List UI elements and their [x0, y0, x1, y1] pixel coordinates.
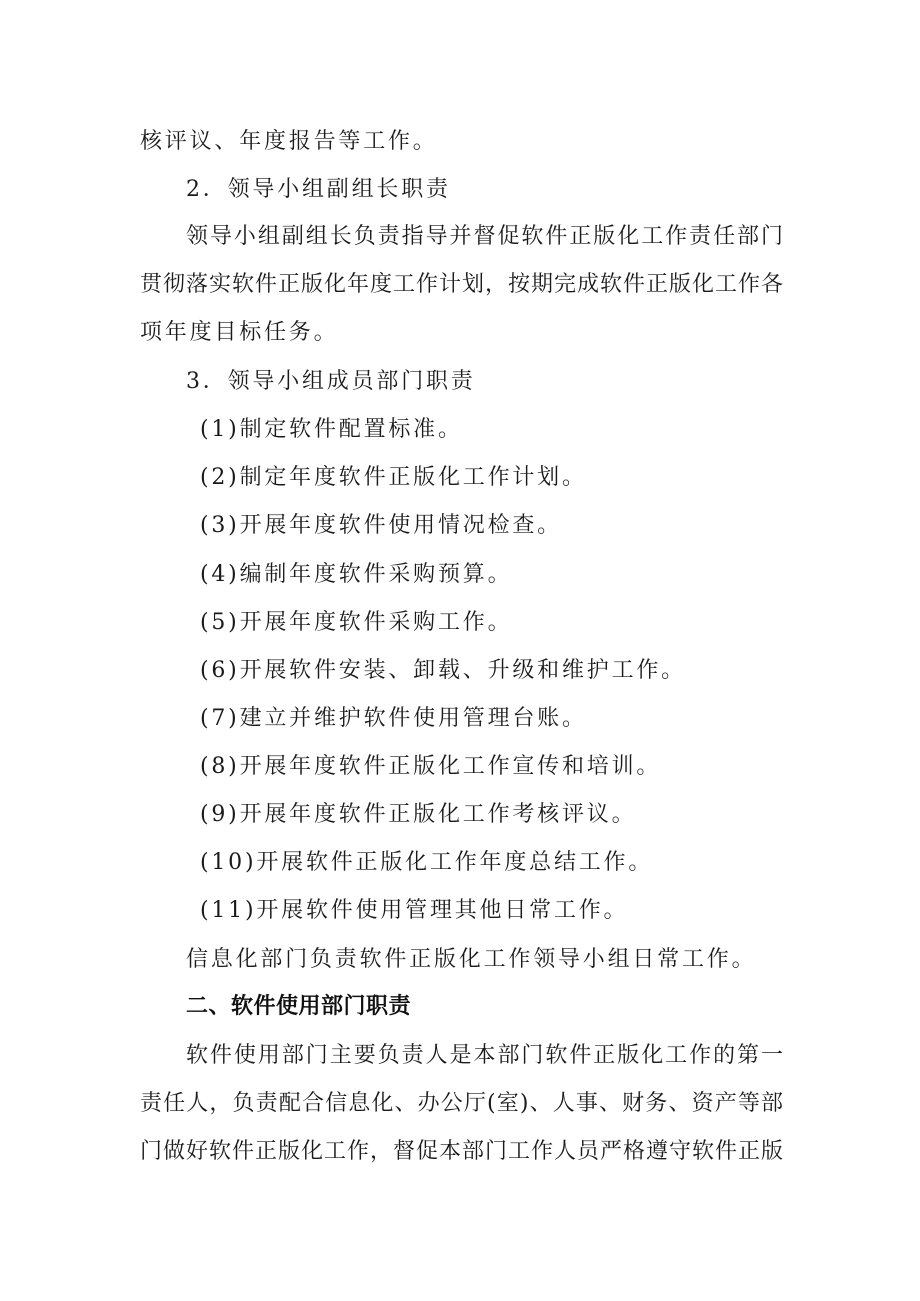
list-item: (8)开展年度软件正版化工作宣传和培训。: [200, 754, 662, 779]
list-item: (10)开展软件正版化工作年度总结工作。: [200, 850, 654, 875]
paragraph-line: 门做好软件正版化工作，督促本部门工作人员严格遵守软件正版: [140, 1139, 783, 1164]
paragraph-line: 贯彻落实软件正版化年度工作计划，按期完成软件正版化工作各: [140, 272, 783, 297]
section-heading-software-users: 二、软件使用部门职责: [186, 994, 412, 1019]
list-item: (3)开展年度软件使用情况检查。: [200, 513, 562, 538]
paragraph-line: 软件使用部门主要负责人是本部门软件正版化工作的第一: [186, 1043, 783, 1068]
section-heading-member-departments: 3．领导小组成员部门职责: [186, 369, 476, 394]
paragraph-line: 责任人，负责配合信息化、办公厅(室)、人事、财务、资产等部: [140, 1091, 783, 1116]
list-item: (11)开展软件使用管理其他日常工作。: [200, 898, 629, 923]
list-item: (7)建立并维护软件使用管理台账。: [200, 706, 587, 731]
list-item: (9)开展年度软件正版化工作考核评议。: [200, 802, 637, 827]
list-item: (6)开展软件安装、卸载、升级和维护工作。: [200, 658, 686, 683]
list-item: (4)编制年度软件采购预算。: [200, 562, 513, 587]
section-heading-vice-leader: 2．领导小组副组长职责: [186, 177, 451, 202]
paragraph-line: 领导小组副组长负责指导并督促软件正版化工作责任部门: [186, 224, 783, 249]
paragraph-continuation: 核评议、年度报告等工作。: [140, 129, 438, 154]
list-item: (5)开展年度软件采购工作。: [200, 610, 513, 635]
list-item: (1)制定软件配置标准。: [200, 417, 463, 442]
paragraph-line: 信息化部门负责软件正版化工作领导小组日常工作。: [186, 947, 757, 972]
list-item: (2)制定年度软件正版化工作计划。: [200, 465, 587, 490]
paragraph-line: 项年度目标任务。: [140, 320, 339, 345]
